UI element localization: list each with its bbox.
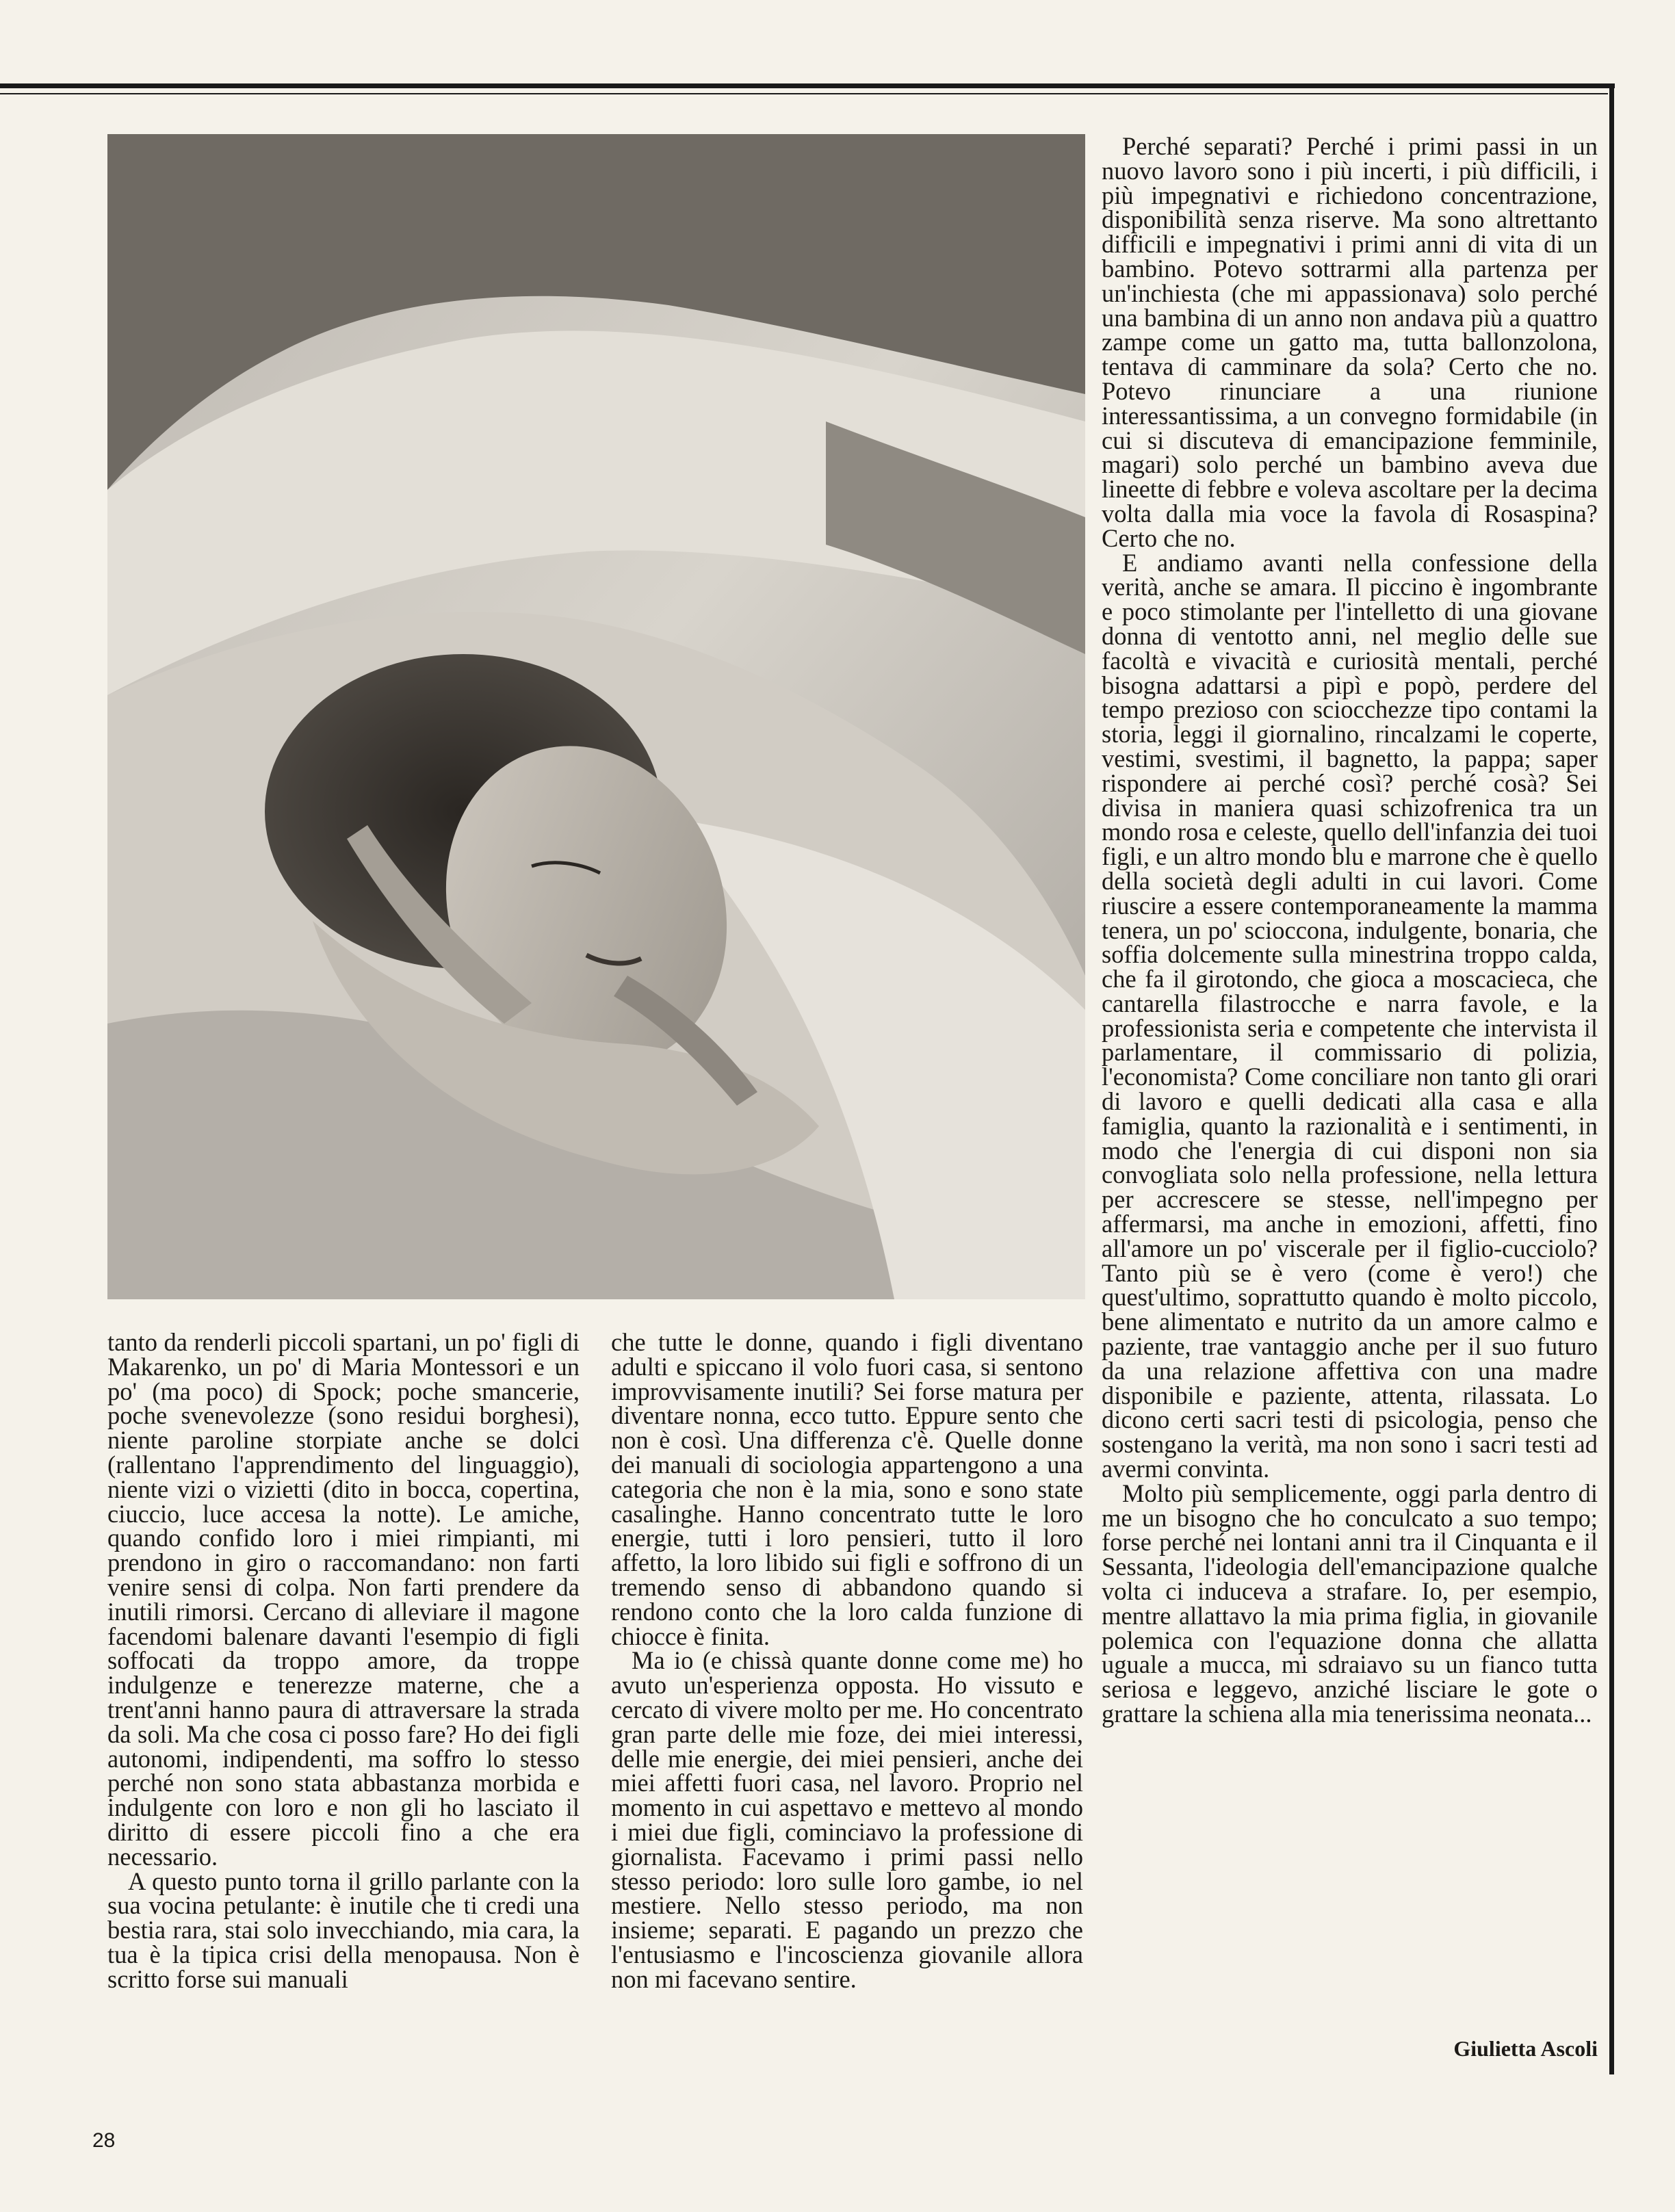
photo-sleeping-woman-image — [107, 134, 1085, 1299]
article-column-right — [1102, 134, 1598, 1726]
author-signature: Giulietta Ascoli — [1453, 2036, 1598, 2061]
paragraph: E andiamo avanti nella confessione della verità, anche se amara. Il piccino è ingombrante e poco stimolante per l'intelletto di una giovane donna di ventotto anni, nel meglio delle sue facoltà e vivacità e curiosità mentali, perché bisogna adattarsi a pipì e popò, perdere del tempo prezioso con sciocchezze tipo contami la storia, leggi il giornalino, rincalzami le coperte, vestimi, svestimi, il bagnetto, la pappa; saper rispondere ai perché così? perché cosà? Sei divisa in maniera quasi schizofrenica tra un mondo rosa e celeste, quello dell'infanzia dei tuoi figli, e un altro mondo blu e marrone che è quello della società degli adulti in cui lavori. Come riuscire a essere contemporaneamente la mamma tenera, un po' scioccona, indulgente, bonaria, che soffia dolcemente sulla minestrina troppo calda, che fa il girotondo, che gioca a moscacieca, che cantarella filastrocche e narra favole, e la professionista seria e competente che intervista il parlamentare, il commissario di polizia, l'economista? Come conciliare non tanto gli orari di lavoro e quelli dedicati alla casa e alla famiglia, quanto la razionalità e i sentimenti, in modo che l'energia di cui disponi non sia convogliata solo nella professione, nella lettura per accrescere se stesse, nell'impegno per affermarsi, ma anche in emozioni, affetti, fino all'amore un po' viscerale per il figlio-cucciolo? Tanto più se è vero (come è vero!) che quest'ultimo, soprattutto quando è molto piccolo, bene alimentato e nutrito da un amore calmo e paziente, trae vantaggio anche per il suo futuro da una relazione affettiva con una madre disponibile e paziente, attenta, rilassata. Lo dicono certi sacri testi di psicologia, penso che sostengano la verità, ma non sono i sacri testi ad avermi convinta. — [1102, 548, 1598, 1483]
paragraph: tanto da renderli piccoli spartani, un po' figli di Makarenko, un po' di Maria Montessori e un po' (ma poco) di Spock; poche smancerie, poche svenevolezze (sono residui borghesi), niente paroline storpiate anche se dolci (rallentano l'apprendimento del linguaggio), niente vizi o vizietti (dito in bocca, copertina, ciuccio, luce accesa la notte). Le amiche, quando confido loro i miei rimpianti, mi prendono in giro o raccomandano: non farti venire sensi di colpa. Non farti prendere da inutili rimorsi. Cercano di alleviare il magone facendomi balenare davanti l'esempio di figli soffocati da troppo amore, da troppe indulgenze e tenerezze materne, che a trent'anni hanno paura di attraversare la strada da soli. Ma che cosa ci posso fare? Ho dei figli autonomi, indipendenti, ma soffro lo stesso perché non sono stata abbastanza morbida e indulgente con loro e non gli ho lasciato il diritto di essere piccoli fino a che era necessario. — [107, 1328, 580, 1871]
header-rule-thick — [0, 83, 1615, 88]
paragraph: che tutte le donne, quando i figli diventano adulti e spiccano il volo fuori casa, si sentono improvvisamente inutili? Sei forse matura per diventare nonna, ecco tutto. Eppure sento che non è così. Una differenza c'è. Quelle donne dei manuali di sociologia appartengono a una categoria che non è la mia, sono e sono state casalinghe. Hanno concentrato tutte le loro energie, tutti i loro pensieri, tutto il loro affetto, la loro libido sui figli e soffrono di un tremendo senso di abbandono quando si rendono conto che la loro calda funzione di chiocce è finita. — [611, 1328, 1083, 1650]
header-rule-thin — [0, 93, 1608, 94]
right-border-rule — [1609, 83, 1614, 2074]
article-column-middle — [611, 1330, 1083, 1992]
paragraph: Ma io (e chissà quante donne come me) ho avuto un'esperienza opposta. Ho vissuto e cercato di vivere molto per me. Ho concentrato gran parte delle mie foze, dei miei interessi, delle mie energie, dei miei pensieri, anche dei miei affetti fuori casa, nel lavoro. Proprio nel momento in cui aspettavo e mettevo al mondo i miei due figli, cominciavo la professione di giornalista. Facevamo i primi passi nello stesso periodo: loro sulle loro gambe, io nel mestiere. Nello stesso periodo, ma non insieme; separati. E pagando un prezzo che l'entusiasmo e l'incoscienza giovanile allora non mi facevano sentire. — [611, 1646, 1083, 1993]
paragraph: Perché separati? Perché i primi passi in un nuovo lavoro sono i più incerti, i più difficili, i più impegnativi e richiedono concentrazione, disponibilità senza riserve. Ma sono altrettanto difficili e impegnativi i primi anni di vita di un bambino. Potevo sottrarmi alla partenza per un'inchiesta (che mi appassionava) solo perché una bambina di un anno non andava più a quattro zampe come un gatto ma, tutta ballonzolona, tentava di camminare da sola? Certo che no. Potevo rinunciare a una riunione interessantissima, a un convegno formidabile (in cui si discuteva di emancipazione femminile, magari) solo perché un bambino aveva due lineette di febbre e voleva ascoltare per la decima volta dalla mia voce la favola di Rosaspina? Certo che no. — [1102, 132, 1598, 552]
article-column-left — [107, 1330, 580, 1992]
paragraph: A questo punto torna il grillo parlante con la sua vocina petulante: è inutile che ti credi una bestia rara, stai solo invecchiando, mia cara, la tua è la tipica crisi della menopausa. Non è scritto forse sui manuali — [107, 1866, 580, 1993]
photo-sleeping-woman — [107, 134, 1085, 1299]
page-number: 28 — [92, 2129, 116, 2152]
paragraph: Molto più semplicemente, oggi parla dentro di me un bisogno che ho conculcato a suo tempo; forse perché nei lontani anni tra il Cinquanta e il Sessanta, l'ideologia dell'emancipazione qualche volta ci induceva a strafare. Io, per esempio, mentre allattavo la mia prima figlia, in giovanile polemica con l'equazione donna che allatta uguale a mucca, mi sdraiavo su un fianco tutta seriosa e leggevo, anziché lisciare le gote o grattare la schiena alla mia tenerissima neonata... — [1102, 1479, 1598, 1728]
